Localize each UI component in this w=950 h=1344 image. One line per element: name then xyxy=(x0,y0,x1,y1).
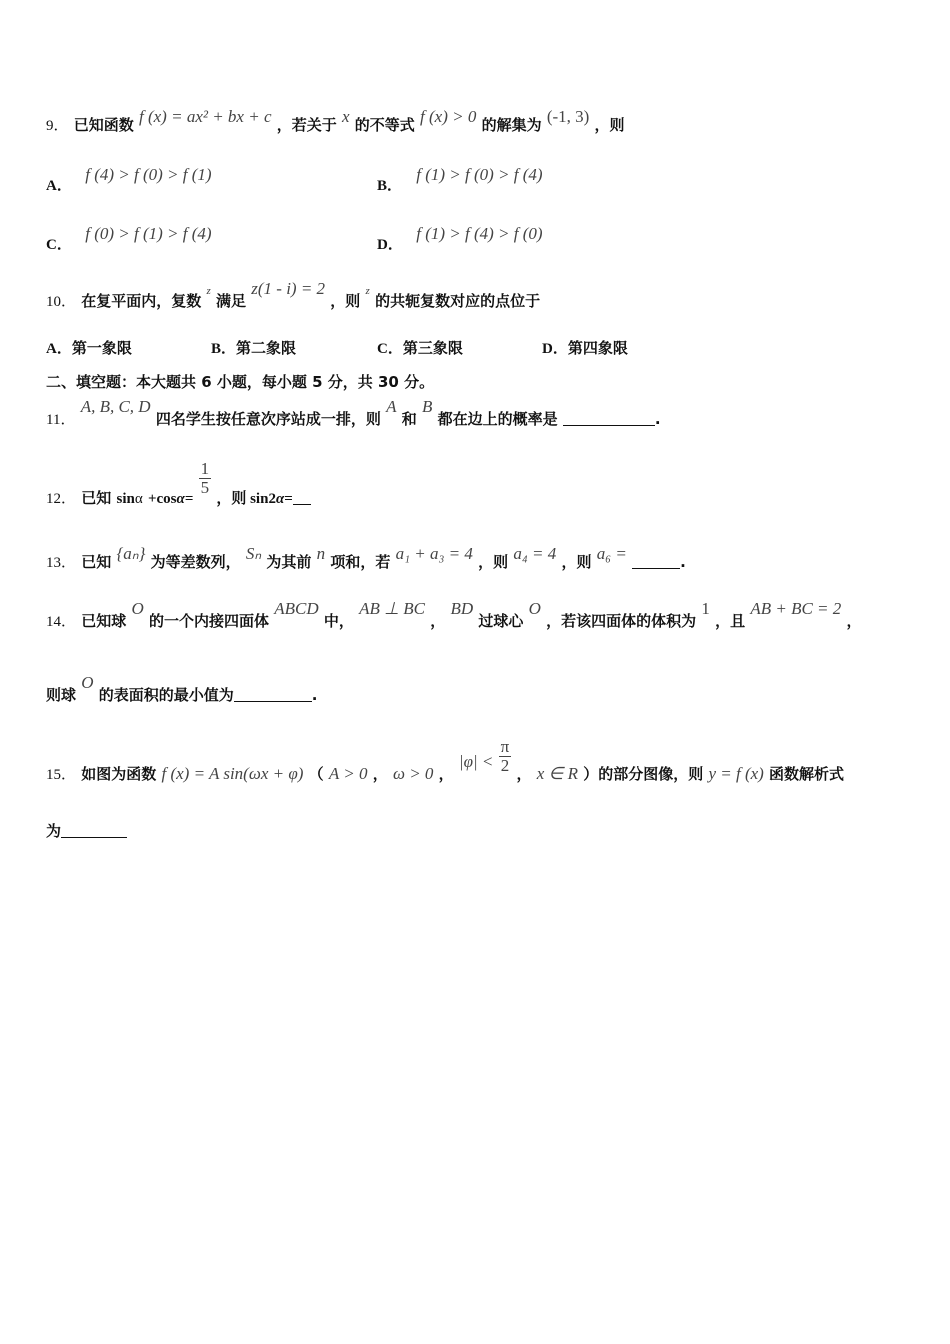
question-text: ，则 xyxy=(594,116,625,134)
question-12 xyxy=(46,454,311,507)
section-title: 二、填空题：本大题共 6 小题，每小题 5 分，共 30 分。 xyxy=(46,373,435,391)
fraction xyxy=(199,460,212,497)
math-expression: ω > 0 xyxy=(392,764,434,783)
question-text: 的解集为 xyxy=(481,116,542,134)
question-text: α xyxy=(134,491,143,507)
math-expression: a₄ = 4 xyxy=(513,544,557,563)
option-text: 第三象限 xyxy=(402,339,463,357)
math-expression: x ∈ R xyxy=(536,764,578,783)
option-c[interactable] xyxy=(377,337,463,358)
answer-blank[interactable] xyxy=(563,410,655,426)
question-text: . xyxy=(654,410,661,428)
math-expression: AB ⊥ BC xyxy=(359,599,425,618)
question-text: （ xyxy=(308,765,324,783)
option-label: B． xyxy=(377,178,403,194)
question-text: ，则 xyxy=(478,553,509,571)
question-text: α xyxy=(176,491,185,507)
question-text: ， xyxy=(430,612,446,630)
option-text: 第一象限 xyxy=(71,339,132,357)
option-b[interactable] xyxy=(211,337,296,358)
math-expression: f (1) > f (0) > f (4) xyxy=(416,165,543,184)
math-expression: x xyxy=(341,107,350,126)
question-number: 10． xyxy=(46,294,77,310)
question-text: 为其前 xyxy=(266,553,312,571)
math-expression: A, B, C, D xyxy=(80,397,151,416)
option-label: C． xyxy=(46,237,72,253)
math-expression: O xyxy=(81,673,94,692)
question-text: 四名学生按任意次序站成一排，则 xyxy=(155,410,381,428)
question-text: . xyxy=(680,553,686,571)
question-text: ，且 xyxy=(715,612,746,630)
math-expression: {aₙ} xyxy=(116,544,146,563)
question-text: 的一个内接四面体 xyxy=(149,612,270,630)
question-number: 14． xyxy=(46,614,77,630)
question-text: ）的部分图像，则 xyxy=(583,765,704,783)
question-text: 已知 xyxy=(81,553,112,571)
option-b[interactable] xyxy=(377,164,543,194)
answer-blank[interactable] xyxy=(234,686,312,702)
question-text: = xyxy=(284,491,293,507)
question-text: 和 xyxy=(401,410,417,428)
answer-blank[interactable] xyxy=(61,822,127,838)
question-text: ，则 xyxy=(330,292,361,310)
question-text: 已知 xyxy=(81,489,112,507)
option-label: B． xyxy=(211,341,237,357)
math-expression: y = f (x) xyxy=(708,764,764,783)
question-text: 函数解析式 xyxy=(769,765,845,783)
question-text: ， xyxy=(372,765,388,783)
question-text: +cos xyxy=(147,491,177,507)
question-text: α xyxy=(275,491,285,507)
question-text: 满足 xyxy=(216,292,247,310)
math-expression: A > 0 xyxy=(328,764,368,783)
question-text: 如图为函数 xyxy=(81,765,157,783)
math-expression: O xyxy=(131,599,144,618)
math-expression: f (x) = ax² + bx + c xyxy=(139,107,272,126)
math-expression: f (x) > 0 xyxy=(420,107,477,126)
math-expression: z xyxy=(365,285,370,297)
math-expression: f (x) = A sin(ωx + φ) xyxy=(161,764,304,783)
option-c[interactable] xyxy=(46,223,212,253)
math-expression: a₁ + a₃ = 4 xyxy=(395,544,473,563)
question-11 xyxy=(46,397,661,429)
math-expression: z xyxy=(206,285,211,297)
math-expression: ABCD xyxy=(274,599,319,618)
question-text: ， xyxy=(846,612,862,630)
question-text: 中， xyxy=(323,612,354,630)
question-text: 的不等式 xyxy=(354,116,415,134)
question-text: 项和，若 xyxy=(330,553,391,571)
question-text: ， xyxy=(438,765,454,783)
math-expression: BD xyxy=(450,599,474,618)
question-10 xyxy=(46,279,541,311)
question-text: ，若该四面体的体积为 xyxy=(546,612,697,630)
math-expression: O xyxy=(528,599,541,618)
math-expression: AB + BC = 2 xyxy=(750,599,842,618)
question-number: 12． xyxy=(46,491,77,507)
option-text: 第二象限 xyxy=(236,339,297,357)
question-text: = xyxy=(184,491,194,507)
question-text: 过球心 xyxy=(478,612,524,630)
option-d[interactable] xyxy=(542,337,628,358)
question-text: 的共轭复数对应的点位于 xyxy=(375,292,541,310)
question-text: 为 xyxy=(46,822,62,840)
answer-blank[interactable] xyxy=(293,489,311,505)
option-a[interactable] xyxy=(46,164,212,194)
section-heading xyxy=(46,371,434,392)
fraction-denominator: 5 xyxy=(200,478,210,497)
question-text: 已知函数 xyxy=(73,116,134,134)
question-text: 已知球 xyxy=(81,612,127,630)
question-text: 在复平面内，复数 xyxy=(81,292,202,310)
math-expression: a₆ = xyxy=(596,544,627,563)
option-d[interactable] xyxy=(377,223,543,253)
math-expression: B xyxy=(421,397,433,416)
fraction-denominator: 2 xyxy=(499,756,512,775)
option-label: D． xyxy=(377,237,403,253)
question-text: . xyxy=(311,686,318,704)
math-expression: z(1 - i) = 2 xyxy=(251,279,326,298)
question-text: ， xyxy=(516,765,532,783)
option-text: 第四象限 xyxy=(567,339,628,357)
question-15 xyxy=(46,736,845,783)
question-text: ，则 xyxy=(561,553,592,571)
question-text: 为等差数列， xyxy=(150,553,241,571)
question-9 xyxy=(46,107,625,135)
math-expression: Sₙ xyxy=(245,544,262,563)
question-number: 9． xyxy=(46,118,69,134)
question-text: ，则 sin2 xyxy=(216,491,276,507)
math-expression: f (0) > f (1) > f (4) xyxy=(85,224,212,243)
math-expression: A xyxy=(386,397,397,416)
question-text: 则球 xyxy=(46,686,77,704)
fraction-numerator: 1 xyxy=(200,459,210,478)
question-number: 11． xyxy=(46,412,76,428)
question-14 xyxy=(46,599,862,631)
fraction-numerator: π xyxy=(500,737,510,756)
fraction xyxy=(499,738,512,775)
question-number: 13． xyxy=(46,555,77,571)
question-text: 都在边上的概率是 xyxy=(437,410,558,428)
question-text: 的表面积的最小值为 xyxy=(98,686,234,704)
math-expression: n xyxy=(316,544,326,563)
math-expression: f (4) > f (0) > f (1) xyxy=(85,165,212,184)
math-expression: |φ| < xyxy=(458,752,494,771)
question-text: sin xyxy=(116,491,135,507)
option-label: C． xyxy=(377,341,403,357)
option-a[interactable] xyxy=(46,337,132,358)
question-13 xyxy=(46,544,686,572)
math-expression: f (1) > f (4) > f (0) xyxy=(416,224,543,243)
question-text: ，若关于 xyxy=(276,116,337,134)
question-15-continued xyxy=(46,820,127,841)
answer-blank[interactable] xyxy=(632,553,680,569)
question-number: 15． xyxy=(46,767,77,783)
option-label: A． xyxy=(46,178,72,194)
option-label: D． xyxy=(542,341,568,357)
math-expression: (-1, 3) xyxy=(546,107,590,126)
math-expression: 1 xyxy=(701,599,710,618)
option-label: A． xyxy=(46,341,72,357)
question-14-continued xyxy=(46,673,318,705)
